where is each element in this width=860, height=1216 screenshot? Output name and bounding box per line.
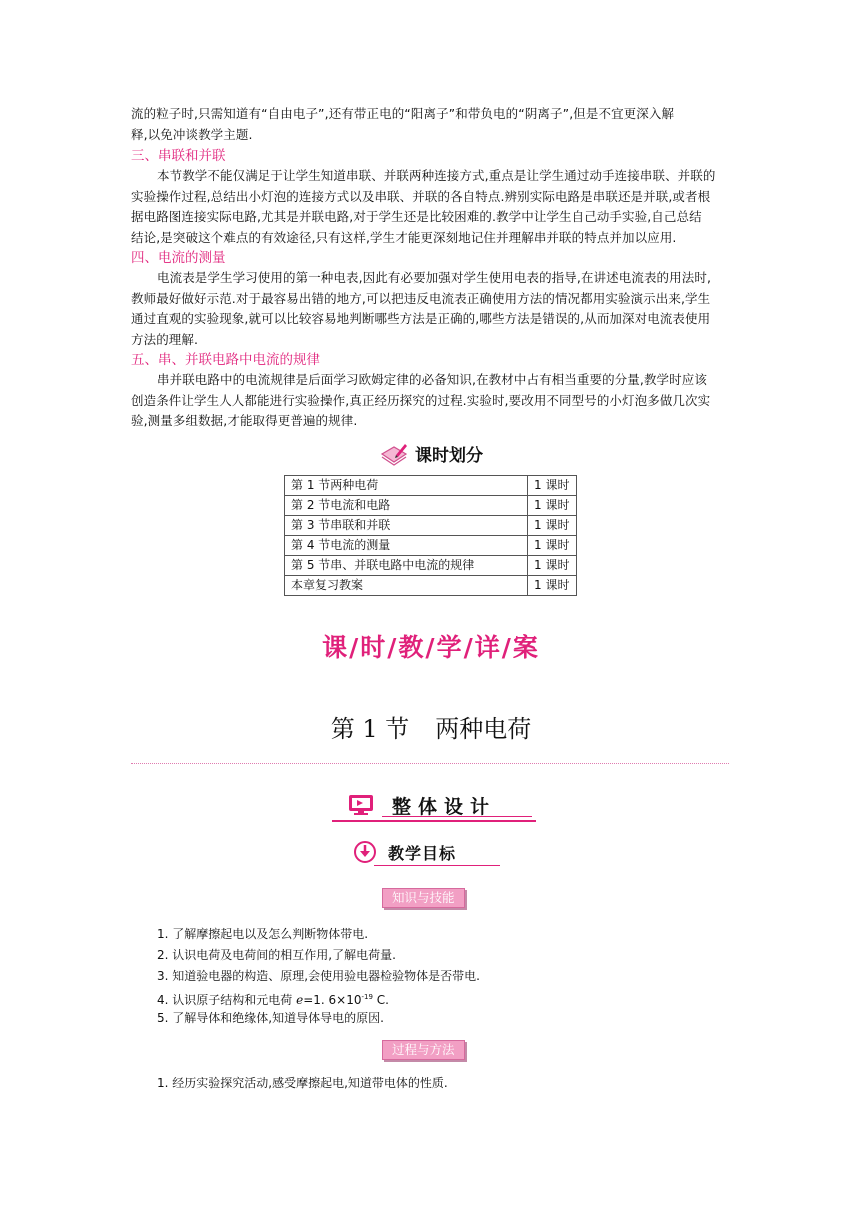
schedule-heading: [131, 441, 731, 470]
text-line: 释,以免冲谈教学主题.: [131, 126, 253, 142]
underline: [382, 816, 532, 817]
list-item: 1. 经历实验探究活动,感受摩擦起电,知道带电体的性质.: [157, 1076, 448, 1090]
table-row: [285, 516, 577, 536]
table-cell: 本章复习教案: [285, 576, 528, 596]
schedule-title: 课时划分: [415, 446, 483, 466]
section-name: 两种电荷: [435, 715, 532, 743]
table-cell: 第 5 节串、并联电路中电流的规律: [285, 556, 528, 576]
text-line: 串并联电路中的电流规律是后面学习欧姆定律的必备知识,在教材中占有相当重要的分量,教学时应该: [157, 372, 707, 387]
paragraph-series-parallel: [131, 166, 731, 248]
text-line: 验,测量多组数据,才能取得更普遍的规律.: [131, 413, 358, 428]
section-heading-current-rules: 五、串、并联电路中电流的规律: [131, 352, 320, 368]
text-line: 实验操作过程,总结出小灯泡的连接方式以及串联、并联的各自特点.辨别实际电路是串联还是并联,或者根: [131, 188, 711, 204]
table-cell: 1 课时: [528, 576, 577, 596]
overall-design-heading: [332, 790, 536, 824]
section-number: 第 1 节: [330, 715, 410, 743]
table-cell: 1 课时: [528, 556, 577, 576]
table-row: [285, 496, 577, 516]
table-row: [285, 576, 577, 596]
teaching-goals-title: 教学目标: [388, 844, 457, 863]
text-line: 结论,是突破这个难点的有效途径,只有这样,学生才能更深刻地记住并理解串并联的特点并加以应用.: [131, 229, 677, 245]
list-item: 1. 了解摩擦起电以及怎么判断物体带电.: [157, 927, 369, 941]
text-line: 据电路图连接实际电路,尤其是并联电路,对于学生还是比较困难的.教学中让学生自己动手实验,自己总结: [131, 209, 702, 224]
list-item: 4. 认识原子结构和元电荷 e=1. $6\times 10^{-19}$ C.: [157, 993, 389, 1007]
text-line: 电流表是学生学习使用的第一种电表,因此有必要加强对学生使用电表的指导,在讲述电流表的用法时,: [157, 270, 712, 285]
teaching-goals-heading: [350, 838, 500, 868]
overall-design-title: 整体设计: [392, 796, 497, 818]
text-line: 方法的理解.: [131, 331, 199, 347]
table-cell: 1 课时: [528, 536, 577, 556]
text-line: 通过直观的实验现象,就可以比较容易地判断哪些方法是正确的,哪些方法是错误的,从而加深对电流表使用: [131, 311, 711, 326]
book-pen-icon: [379, 442, 409, 466]
section-title: [131, 709, 731, 744]
text-line: 本节教学不能仅满足于让学生知道串联、并联两种连接方式,重点是让学生通过动手连接串联、并联的: [157, 168, 716, 183]
text-line: 创造条件让学生人人都能进行实验操作,真正经历探究的过程.实验时,要改用不同型号的小灯泡多做几次实: [131, 392, 711, 408]
knowledge-skills-tag: 知识与技能: [382, 888, 465, 908]
lesson-detail-banner: 课/时/教/学/详/案: [322, 633, 540, 662]
table-cell: 1 课时: [528, 516, 577, 536]
intro-paragraph: [131, 104, 731, 145]
table-cell: 1 课时: [528, 496, 577, 516]
table-cell: 第 3 节串联和并联: [285, 516, 528, 536]
text-line: 流的粒子时,只需知道有“自由电子”,还有带正电的“阳离子”和带负电的“阴离子”,但是不宜更深入解: [131, 106, 675, 121]
underline: [374, 865, 500, 866]
divider: [131, 763, 729, 764]
list-item: 5. 了解导体和绝缘体,知道导体导电的原因.: [157, 1011, 384, 1025]
table-cell: 第 4 节电流的测量: [285, 536, 528, 556]
table-cell: 第 2 节电流和电路: [285, 496, 528, 516]
list-item: 2. 认识电荷及电荷间的相互作用,了解电荷量.: [157, 948, 396, 962]
table-row: [285, 556, 577, 576]
table-row: [285, 476, 577, 496]
table-row: [285, 536, 577, 556]
paragraph-current-measurement: [131, 268, 731, 350]
process-methods-tag: 过程与方法: [382, 1040, 465, 1060]
section-heading-series-parallel: 三、串联和并联: [131, 148, 226, 164]
paragraph-current-rules: [131, 370, 731, 432]
underline: [332, 820, 536, 822]
section-heading-current-measurement: 四、电流的测量: [131, 250, 226, 266]
text-line: 教师最好做好示范.对于最容易出错的地方,可以把违反电流表正确使用方法的情况都用实验演示出来,学生: [131, 290, 711, 306]
schedule-table: [284, 475, 577, 596]
download-circle-icon: [354, 841, 376, 863]
table-cell: 第 1 节两种电荷: [285, 476, 528, 496]
list-item: 3. 知道验电器的构造、原理,会使用验电器检验物体是否带电.: [157, 969, 480, 983]
table-cell: 1 课时: [528, 476, 577, 496]
monitor-icon: [348, 794, 374, 816]
